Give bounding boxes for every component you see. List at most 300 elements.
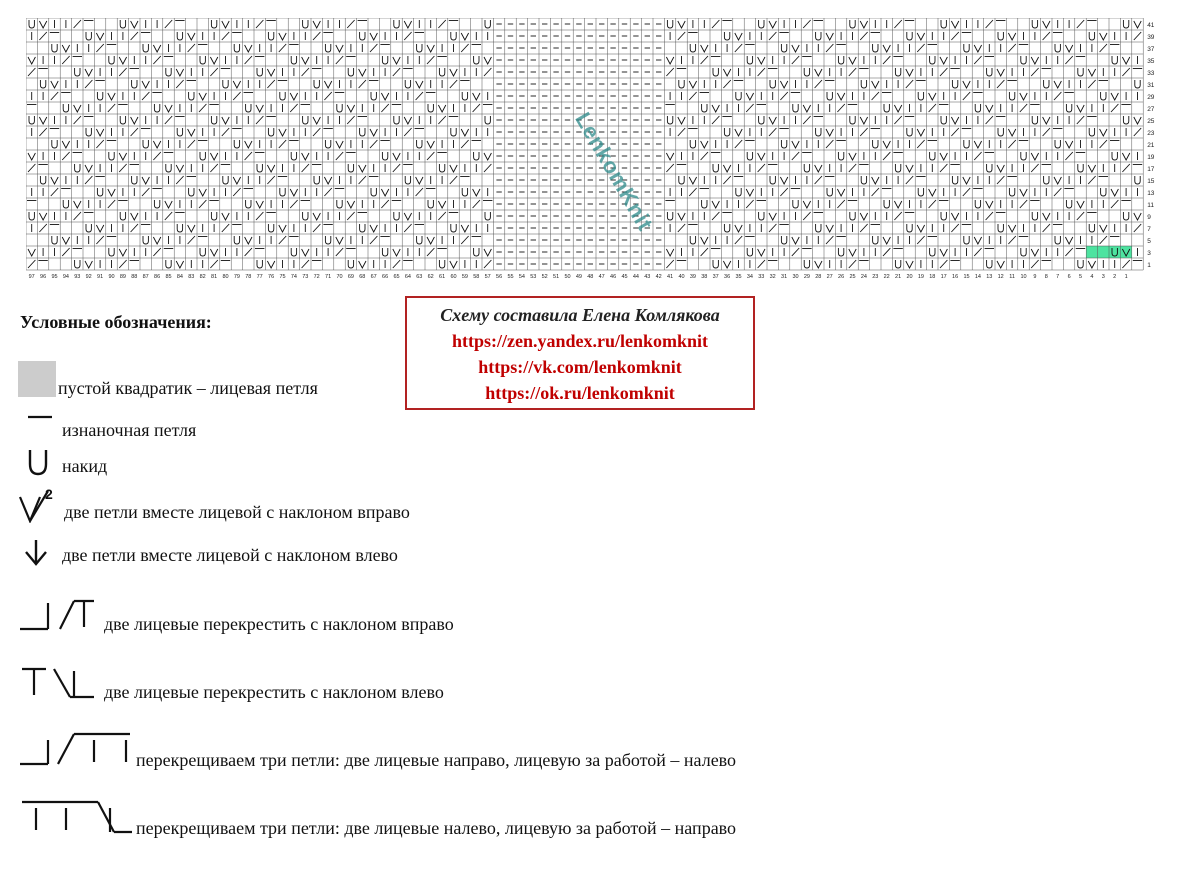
k2tog-mark [233,177,240,184]
yarn-over-mark [405,176,410,184]
column-number: 29 [803,274,810,280]
cross-mark [769,224,776,232]
column-number: 9 [1033,274,1037,280]
k2tog-mark [359,69,366,76]
yarn-over-mark [63,200,68,208]
k2tog-mark [336,237,343,244]
column-number: 26 [838,274,845,280]
yarn-over-mark [952,176,957,184]
cross-mark [222,224,229,232]
yarn-over-mark [964,236,969,244]
yarn-over-mark [200,56,205,64]
cross-mark [85,176,92,184]
column-number: 78 [245,274,252,280]
k2tog-mark [393,57,400,64]
cross-mark [336,152,343,160]
k2tog-mark [267,261,274,268]
yarn-over-mark [428,104,433,112]
cross-mark [290,104,297,112]
k2tog-mark [769,213,776,220]
yarn-over-mark [211,20,216,28]
k2tog-mark [666,57,673,64]
yarn-over-mark [405,80,410,88]
k2tog-mark [119,57,126,64]
yarn-over-mark [998,128,1003,136]
column-number: 3 [1101,274,1105,280]
yarn-over-mark [861,80,866,88]
yarn-over-mark [29,116,34,124]
legend-item-purl [18,410,196,441]
k2tog-mark [96,225,103,232]
cross-mark [1122,68,1129,76]
yarn-over-mark [474,56,479,64]
cross-mark [427,152,434,160]
cross-mark [997,80,1004,88]
k2tog-mark [119,249,126,256]
legend-item-cross-left [18,662,444,703]
cross-mark [1111,200,1118,208]
yarn-over-mark [1032,20,1037,28]
k2tog-mark [940,57,947,64]
yarn-over-mark [314,176,319,184]
column-number: 31 [781,274,788,280]
k2tog-mark [450,69,457,76]
cross-mark [849,260,856,268]
cross-mark [484,164,491,172]
yarn-over-mark [291,152,296,160]
cross-mark [986,116,993,124]
cross-mark [792,56,799,64]
k2tog-mark [279,129,286,136]
k2tog-mark [313,117,320,124]
column-number: 27 [826,274,833,280]
yarn-over-mark [439,164,444,172]
k2tog-mark [416,81,423,88]
yarn-over-mark [360,224,365,232]
yarn-over-mark [1078,164,1083,172]
yarn-over-mark [759,116,764,124]
k2tog-mark [370,33,377,40]
yarn-over-mark [382,248,387,256]
cross-mark [883,248,890,256]
k2tog-mark [188,225,195,232]
k2tog-mark [153,141,160,148]
yarn-over-mark [75,260,80,268]
yarn-over-mark [1123,212,1128,220]
cross-mark [1054,188,1061,196]
cross-mark [758,164,765,172]
yarn-over-mark [850,212,855,220]
k2tog-mark [28,57,35,64]
cross-mark [1031,164,1038,172]
k2tog-mark [336,141,343,148]
column-number: 53 [530,274,537,280]
yarn-over-mark [394,20,399,28]
cross-mark [815,176,822,184]
row-number: 33 [1147,70,1155,77]
k2tog-mark [131,213,138,220]
legend-text: перекрещиваем три петли: две лицевые налево, лицевую за работой – направо [136,818,737,838]
k2tog-mark [199,93,206,100]
k2tog-mark [427,141,434,148]
yarn-over-mark [998,224,1003,232]
yarn-over-mark [1089,128,1094,136]
yarn-over-mark [987,260,992,268]
k2tog-mark [826,129,833,136]
cross-mark [96,236,103,244]
yarn-over-mark [702,104,707,112]
yarn-over-mark [143,236,148,244]
k2tog-mark [701,45,708,52]
cross-mark [723,80,730,88]
cross-mark [986,20,993,28]
cross-mark [917,236,924,244]
k2tog-mark [1134,117,1141,124]
k2tog-mark [997,165,1004,172]
k2tog-mark [393,249,400,256]
yarn-over-mark [485,212,490,220]
k2tog-mark [279,33,286,40]
yarn-over-mark [109,248,114,256]
k2tog-mark [62,141,69,148]
k2tog-mark [1043,213,1050,220]
column-number: 30 [792,274,799,280]
yarn-over-mark [428,200,433,208]
cross-mark [199,104,206,112]
yarn-over-mark [360,32,365,40]
yarn-over-mark [189,92,194,100]
k2tog-mark [951,21,958,28]
credit-link-zen[interactable]: https://zen.yandex.ru/lenkomknit [451,331,709,351]
row-number: 11 [1147,202,1154,209]
yarn-over-mark [1066,104,1071,112]
cross-mark [416,92,423,100]
k2tog-mark [290,93,297,100]
cross-mark [473,104,480,112]
yarn-over-mark [337,200,342,208]
cross-mark [313,224,320,232]
yarn-over-mark [348,164,353,172]
cross-mark [279,44,286,52]
cross-mark [131,32,138,40]
column-number: 13 [986,274,993,280]
k2tog-mark [1134,21,1141,28]
k2tog-mark [735,33,742,40]
column-number: 96 [40,274,47,280]
k2tog-mark [96,129,103,136]
yarn-over-mark [918,92,923,100]
cross-mark [1111,104,1118,112]
cross-mark [347,212,354,220]
column-number: 82 [199,274,206,280]
k2tog-right-number: 2 [45,485,53,502]
cross-mark [461,44,468,52]
yarn-over-mark [280,188,285,196]
yarn-over-mark [132,176,137,184]
yarn-over-mark [930,56,935,64]
yarn-over-mark [97,92,102,100]
k2tog-mark [28,249,35,256]
cross-mark [986,212,993,220]
k2tog-mark [302,153,309,160]
column-number: 37 [712,274,719,280]
yarn-over-mark [816,224,821,232]
cross-mark [1043,224,1050,232]
k2tog-mark [723,69,730,76]
k2tog-mark [974,45,981,52]
cross-mark [1077,116,1084,124]
k2tog-mark [324,81,331,88]
yarn-over-mark [975,104,980,112]
cross-mark [792,248,799,256]
column-number: 38 [701,274,708,280]
k2tog-mark [906,165,913,172]
column-number: 55 [507,274,514,280]
k2tog-mark [815,261,822,268]
k2tog-mark [780,81,787,88]
k2tog-mark [712,201,719,208]
cross-mark [1065,248,1072,256]
k2tog-mark [701,237,708,244]
column-number: 69 [347,274,354,280]
yarn-over-mark [736,188,741,196]
cross-mark [210,164,217,172]
row-number: 1 [1147,262,1151,269]
cross-mark [370,140,377,148]
yarn-over-mark [964,140,969,148]
k2tog-mark [188,33,195,40]
cross-mark [153,56,160,64]
k2tog-mark [267,165,274,172]
yarn-over-mark [690,140,695,148]
cross-mark [758,260,765,268]
k2tog-mark [131,117,138,124]
cross-mark [951,128,958,136]
column-number: 14 [974,274,981,280]
k2tog-mark [974,237,981,244]
k2tog-mark [974,141,981,148]
column-number: 12 [997,274,1004,280]
credit-link-ok[interactable]: https://ok.ru/lenkomknit [485,383,675,403]
k2tog-mark [815,69,822,76]
cross-mark [427,56,434,64]
cross-mark [666,164,673,172]
cross-mark [849,68,856,76]
cross-mark [74,20,81,28]
cross-mark [290,200,297,208]
k2tog-mark [1020,189,1027,196]
k2tog-mark [142,81,149,88]
k2tog-mark [359,261,366,268]
row-number: 29 [1147,94,1155,101]
k2tog-mark [119,153,126,160]
k2tog-mark [735,225,742,232]
yarn-over-mark [211,212,216,220]
k2tog-mark [860,117,867,124]
credit-link-vk[interactable]: https://vk.com/lenkomknit [478,357,682,377]
k2tog-mark [929,93,936,100]
k2tog-mark [837,189,844,196]
yarn-over-mark [667,116,672,124]
k2tog-mark [1043,117,1050,124]
k2tog-mark [872,177,879,184]
cross-mark [210,68,217,76]
cross-mark [256,20,263,28]
knitting-chart [26,18,1174,280]
k2tog-mark [1100,225,1107,232]
yarn-over-mark [303,212,308,220]
cross-mark [119,164,126,172]
column-number: 11 [1009,274,1015,280]
cross-mark [701,152,708,160]
cross-mark [860,32,867,40]
cross-mark [894,116,901,124]
row-number: 15 [1147,178,1155,185]
cross-mark [826,236,833,244]
cross-mark [940,68,947,76]
cross-mark [28,68,35,76]
yarn-over-mark [211,116,216,124]
cross-mark [233,92,240,100]
column-number: 28 [815,274,822,280]
k2tog-mark [438,201,445,208]
yarn-over-mark [280,92,285,100]
row-number: 41 [1147,22,1155,29]
k2tog-mark [803,105,810,112]
k2tog-mark [997,261,1004,268]
cross-mark [427,248,434,256]
yarn-over-mark [166,68,171,76]
k2tog-mark [313,213,320,220]
yarn-over-mark [804,68,809,76]
cross-mark [370,236,377,244]
k2tog-mark [940,153,947,160]
yarn-over-mark [166,260,171,268]
column-number: 47 [598,274,605,280]
k2tog-mark [290,189,297,196]
cross-mark [917,44,924,52]
k2tog-mark [450,261,457,268]
column-number: 86 [154,274,161,280]
legend-text: две лицевые перекрестить с наклоном влево [104,682,444,702]
yarn-over-mark [417,44,422,52]
k2tog-mark [666,249,673,256]
k2tog-mark [860,21,867,28]
yarn-over-mark [1021,152,1026,160]
yarn-over-mark [861,176,866,184]
cross-mark [769,32,776,40]
cross-mark [1088,176,1095,184]
k2tog-mark [723,261,730,268]
cross-mark [689,92,696,100]
yarn-over-mark [838,56,843,64]
column-number: 48 [587,274,594,280]
k2tog-mark [894,201,901,208]
yarn-over-mark [417,236,422,244]
cross-right-icon [18,597,102,633]
cross-mark [803,212,810,220]
row-number: 7 [1147,226,1151,233]
column-number: 71 [325,274,332,280]
k2tog-mark [678,21,685,28]
k2tog-mark [792,141,799,148]
k2tog-mark [758,249,765,256]
cross-mark [917,140,924,148]
k2tog-mark [256,201,263,208]
k2tog-mark [359,165,366,172]
yarn-over-mark [325,44,330,52]
cross-mark [1020,200,1027,208]
yarn-over-mark [97,188,102,196]
yarn-over-mark [325,140,330,148]
row-number: 25 [1147,118,1155,125]
cross-mark [51,92,58,100]
k2tog-mark [1043,21,1050,28]
cross-mark [142,92,149,100]
legend-item-k2tog-right [18,484,410,523]
cross-mark [256,116,263,124]
yarn-over-mark [1055,44,1060,52]
k2tog-mark [735,129,742,136]
yarn-over-mark [234,140,239,148]
cross-mark [735,140,742,148]
cross-mark [313,128,320,136]
row-number: 31 [1147,82,1155,89]
cross-mark [860,224,867,232]
yarn-over-mark [884,200,889,208]
row-number: 39 [1147,34,1155,41]
column-number: 76 [268,274,275,280]
yarn-over-mark [382,152,387,160]
k2tog-mark [484,249,491,256]
k2tog-mark [746,93,753,100]
cross-mark [450,176,457,184]
yarn-over-mark [873,44,878,52]
yarn-over-mark [439,68,444,76]
yarn-over-mark [177,128,182,136]
yarn-over-mark [75,68,80,76]
yarn-over-mark [804,260,809,268]
column-number: 95 [51,274,58,280]
k2tog-mark [769,117,776,124]
k2tog-mark [176,69,183,76]
yarn-over-mark [166,164,171,172]
k2tog-mark [883,141,890,148]
column-number: 18 [929,274,936,280]
yarn-over-mark [713,164,718,172]
yarn-over-mark [907,224,912,232]
cross-mark [1134,128,1141,136]
cross-mark [1122,260,1129,268]
cross-mark [131,128,138,136]
column-number: 72 [313,274,320,280]
k2tog-mark [222,117,229,124]
column-number: 40 [678,274,685,280]
column-number: 64 [404,274,411,280]
k2tog-mark [860,213,867,220]
k2tog-mark [302,249,309,256]
column-number: 25 [849,274,856,280]
cross-mark [940,260,947,268]
cross-mark [997,176,1004,184]
yarn-over-mark [895,68,900,76]
cross-mark [792,152,799,160]
yarn-over-mark [474,248,479,256]
column-number: 51 [553,274,560,280]
yarn-over-mark [930,152,935,160]
column-number: 74 [290,274,297,280]
yarn-over-mark [702,200,707,208]
